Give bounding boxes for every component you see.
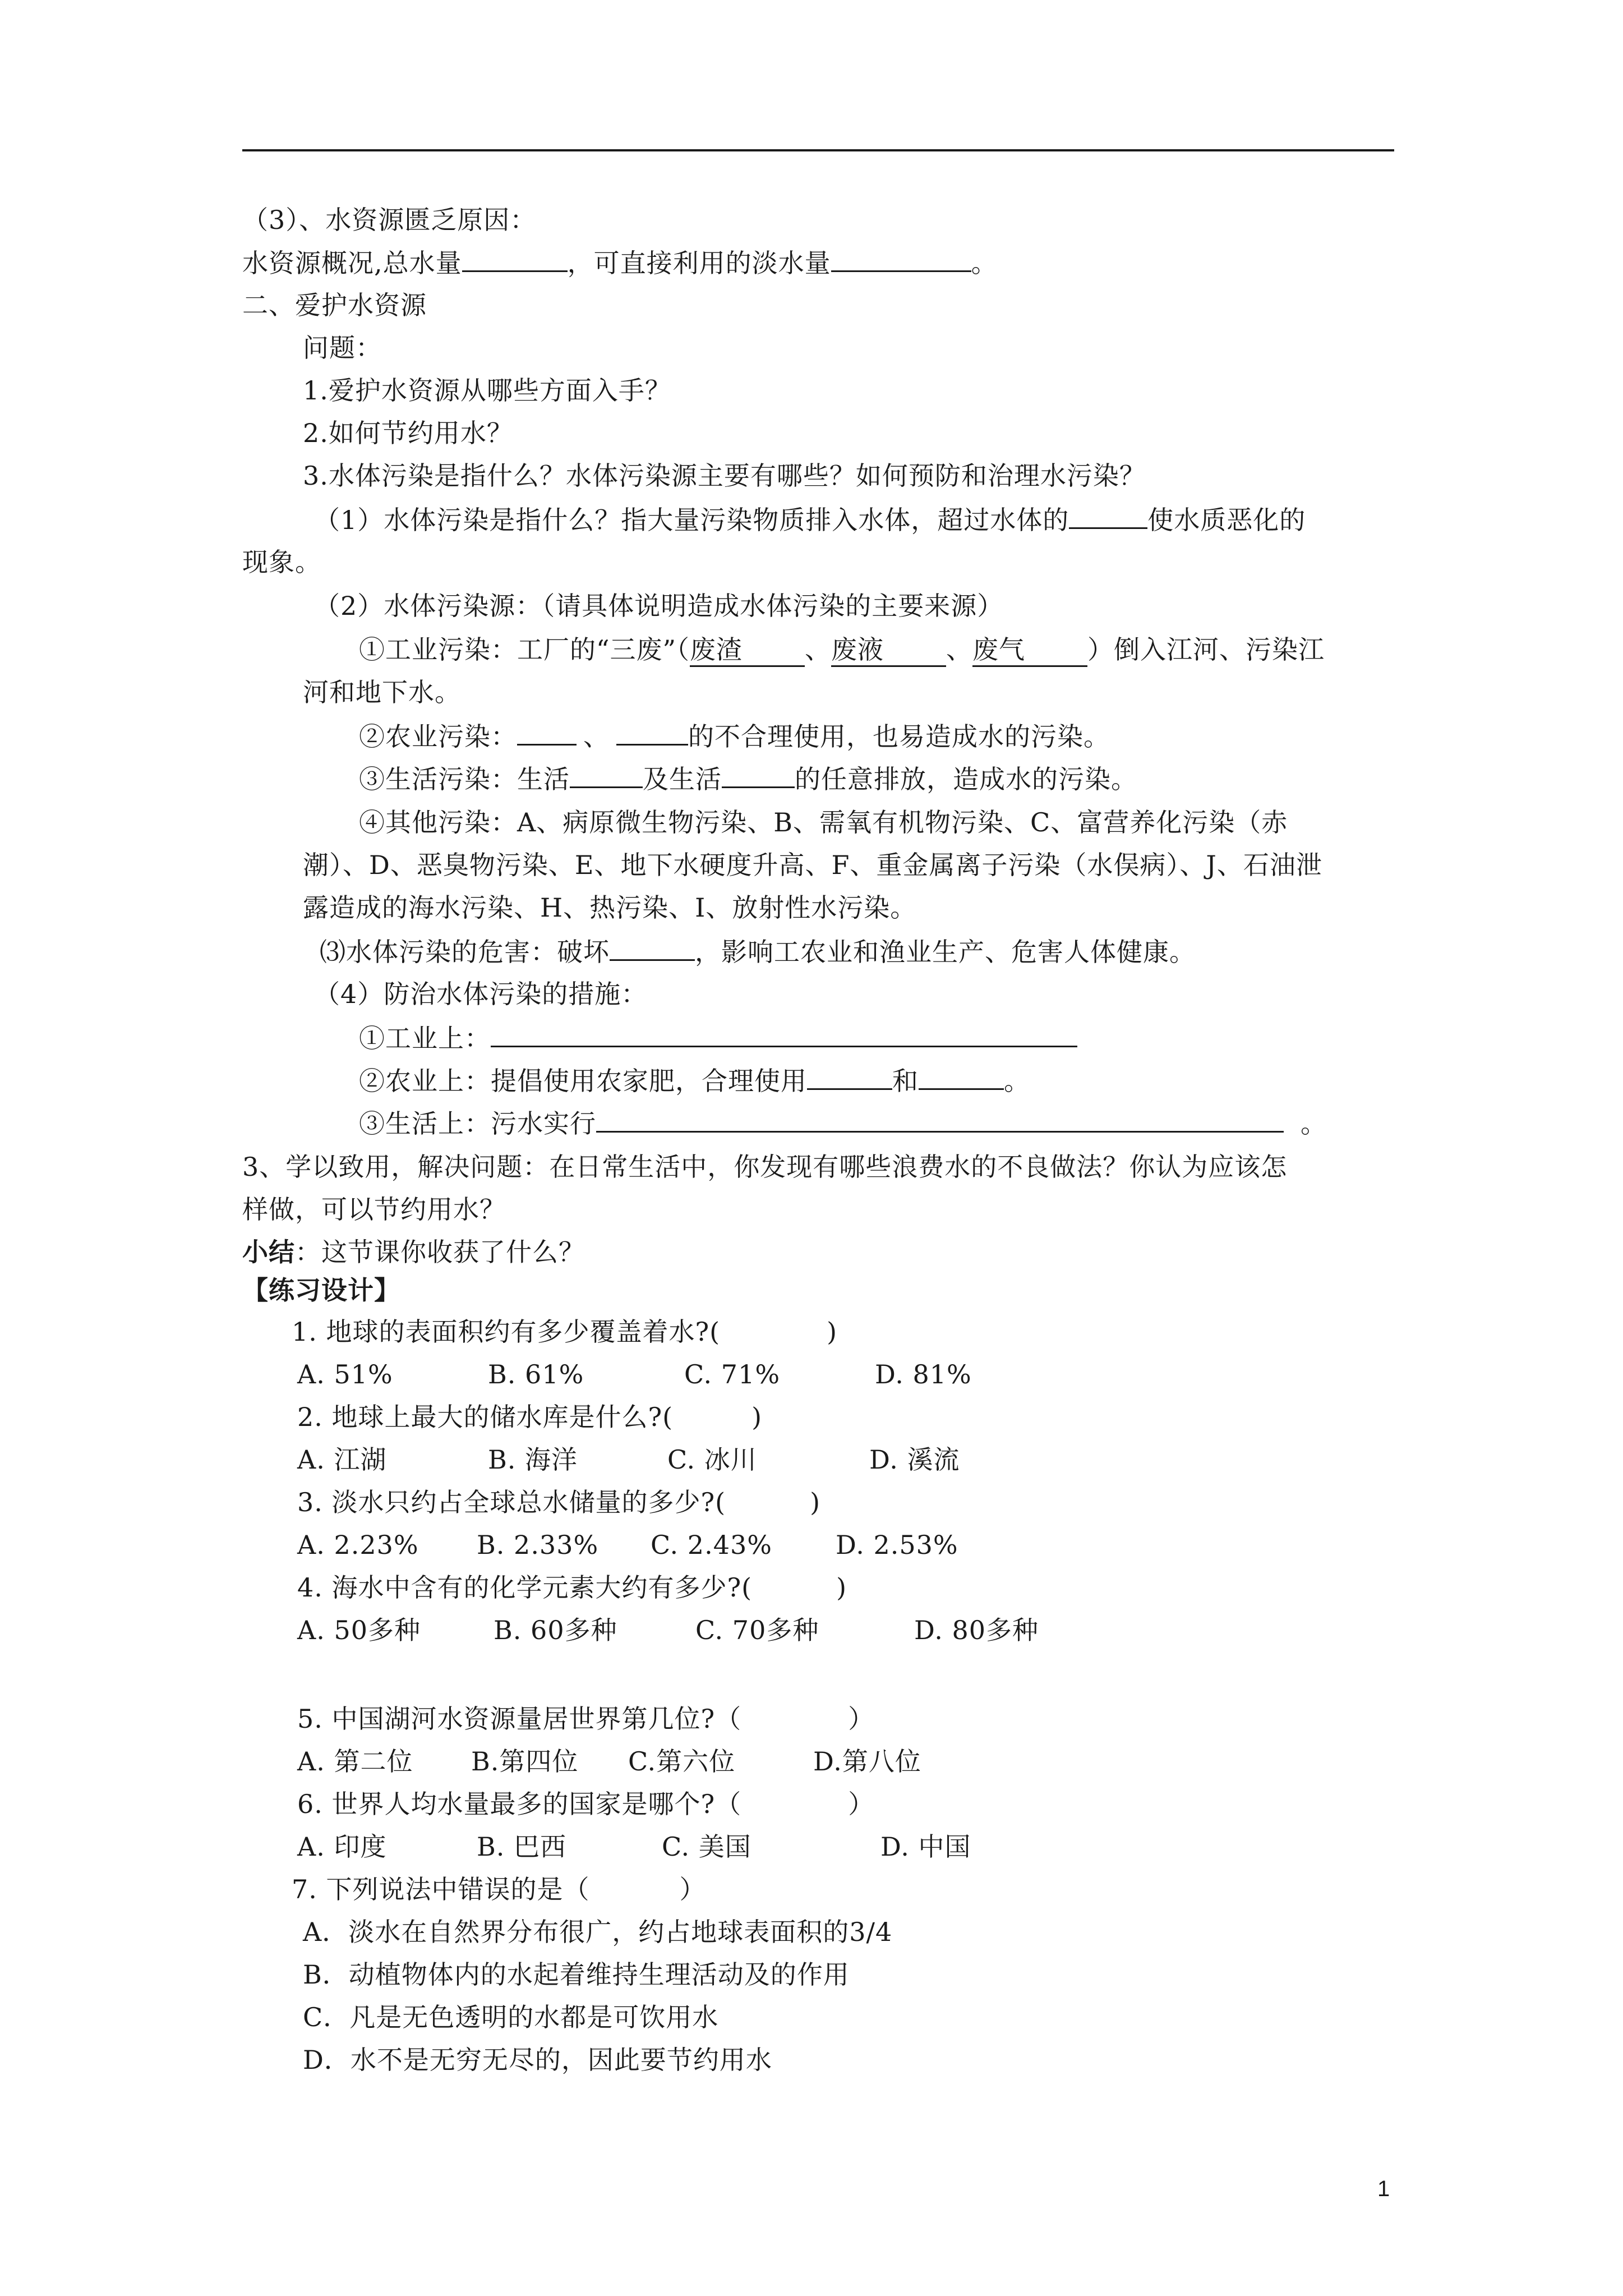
option-q2-b[interactable]: B. 海洋 xyxy=(488,1444,578,1475)
measures-agriculture: ②农业上：提倡使用农家肥，合理使用 和 。 xyxy=(359,1062,1030,1099)
practice-q2: 2. 地球上最大的储水库是什么?( ) xyxy=(297,1402,763,1432)
option-q4-a[interactable]: A. 50多种 xyxy=(297,1615,421,1645)
practice-q4: 4. 海水中含有的化学元素大约有多少?( ) xyxy=(297,1572,847,1603)
filled-waste-residue: 废渣 xyxy=(690,634,805,667)
option-q6-c[interactable]: C. 美国 xyxy=(662,1832,751,1862)
measures-industry: ①工业上： xyxy=(359,1020,1077,1056)
option-q1-a[interactable]: A. 51% xyxy=(297,1359,393,1389)
option-q5-c[interactable]: C.第六位 xyxy=(628,1746,736,1777)
practice-q4-options xyxy=(297,1612,1039,1648)
practice-q1-options xyxy=(297,1356,972,1392)
option-q3-a[interactable]: A. 2.23% xyxy=(297,1530,419,1560)
option-q2-a[interactable]: A. 江湖 xyxy=(297,1444,387,1475)
blank-domestic-garbage[interactable] xyxy=(722,761,795,788)
option-q4-d[interactable]: D. 80多种 xyxy=(914,1615,1039,1645)
question-1: 1.爱护水资源从哪些方面入手？ xyxy=(303,375,671,406)
blank-total-water[interactable] xyxy=(462,245,568,272)
option-q2-c[interactable]: C. 冰川 xyxy=(667,1444,757,1475)
questions-label: 问题： xyxy=(303,333,382,363)
apply-question-2: 样做，可以节约用水？ xyxy=(242,1194,506,1225)
scarcity-line: 水资源概况,总水量 ，可直接利用的淡水量 。 xyxy=(242,245,998,281)
blank-agri-fertilizer[interactable] xyxy=(919,1062,1004,1090)
blank-sewage-treatment[interactable] xyxy=(596,1105,1284,1133)
pollution-definition-cont: 现象。 xyxy=(242,547,321,577)
blank-ecosystem[interactable] xyxy=(610,933,695,961)
pollution-definition: （1）水体污染是指什么？指大量污染物质排入水体，超过水体的 使水质恶化的 xyxy=(314,501,1306,538)
apply-question-1: 3、学以致用，解决问题：在日常生活中，你发现有哪些浪费水的不良做法？你认为应该怎 xyxy=(242,1152,1288,1182)
option-q6-b[interactable]: B. 巴西 xyxy=(477,1832,567,1862)
practice-q6: 6. 世界人均水量最多的国家是哪个?（ ） xyxy=(297,1789,875,1819)
practice-heading: 【练习设计】 xyxy=(242,1275,400,1305)
option-q7-b[interactable]: B．动植物体内的水起着维持生理活动及的作用 xyxy=(303,1959,850,1990)
practice-q3: 3. 淡水只约占全球总水储量的多少?( ) xyxy=(297,1487,821,1517)
scarcity-heading: （3）、水资源匮乏原因： xyxy=(242,205,537,235)
question-2: 2.如何节约用水？ xyxy=(303,418,513,448)
filled-waste-liquid: 废液 xyxy=(831,634,946,667)
blank-self-purification[interactable] xyxy=(1069,501,1147,529)
option-q3-b[interactable]: B. 2.33% xyxy=(477,1530,599,1560)
option-q5-b[interactable]: B.第四位 xyxy=(471,1746,579,1777)
blank-pesticide[interactable] xyxy=(517,718,577,746)
option-q3-c[interactable]: C. 2.43% xyxy=(651,1530,772,1560)
industrial-pollution: ①工业污染：工厂的“三废”（废渣 、废液 、废气 ）倒入江河、污染江 xyxy=(359,632,1325,668)
other-pollution-1: ④其他污染：A、病原微生物污染、B、需氧有机物污染、C、富营养化污染（赤 xyxy=(359,807,1288,838)
option-q4-b[interactable]: B. 60多种 xyxy=(494,1615,617,1645)
option-q5-a[interactable]: A. 第二位 xyxy=(297,1746,413,1777)
page-number: 1 xyxy=(1377,2177,1390,2201)
option-q3-d[interactable]: D. 2.53% xyxy=(836,1530,958,1560)
other-pollution-2: 潮）、D、恶臭物污染、E、地下水硬度升高、F、重金属离子污染（水俣病）、J、石油泄 xyxy=(303,850,1322,880)
blank-agri-pesticide[interactable] xyxy=(807,1062,892,1090)
measures-domestic: ③生活上：污水实行 。 xyxy=(359,1105,1327,1142)
option-q2-d[interactable]: D. 溪流 xyxy=(869,1444,960,1475)
practice-q2-options xyxy=(297,1442,960,1478)
pollution-sources-heading: （2）水体污染源：（请具体说明造成水体污染的主要来源） xyxy=(314,591,1004,621)
option-q1-d[interactable]: D. 81% xyxy=(875,1359,972,1389)
summary-label: 小结 xyxy=(242,1237,295,1267)
practice-q6-options xyxy=(297,1829,971,1865)
practice-q5: 5. 中国湖河水资源量居世界第几位?（ ） xyxy=(297,1704,875,1734)
blank-industry-measure[interactable] xyxy=(491,1020,1077,1047)
blank-domestic-sewage[interactable] xyxy=(570,761,643,788)
question-3: 3.水体污染是指什么？水体污染源主要有哪些？如何预防和治理水污染？ xyxy=(303,461,1146,491)
option-q6-a[interactable]: A. 印度 xyxy=(297,1832,387,1862)
measures-heading: （4）防治水体污染的措施： xyxy=(314,979,648,1009)
other-pollution-3: 露造成的海水污染、H、热污染、I、放射性水污染。 xyxy=(303,892,917,923)
industrial-pollution-cont: 河和地下水。 xyxy=(303,677,461,707)
blank-fertilizer[interactable] xyxy=(616,718,688,746)
domestic-pollution: ③生活污染：生活 及生活 的任意排放，造成水的污染。 xyxy=(359,761,1137,797)
practice-q3-options xyxy=(297,1527,958,1563)
agricultural-pollution: ②农业污染： 、 的不合理使用，也易造成水的污染。 xyxy=(359,718,1110,754)
option-q1-c[interactable]: C. 71% xyxy=(684,1359,781,1389)
option-q7-a[interactable]: A．淡水在自然界分布很广，约占地球表面积的3/4 xyxy=(303,1917,893,1947)
option-q6-d[interactable]: D. 中国 xyxy=(880,1832,971,1862)
option-q5-d[interactable]: D.第八位 xyxy=(813,1746,921,1777)
option-q1-b[interactable]: B. 61% xyxy=(488,1359,584,1389)
option-q7-d[interactable]: D．水不是无穷无尽的，因此要节约用水 xyxy=(303,2045,772,2075)
section-heading: 二、爱护水资源 xyxy=(242,290,427,320)
practice-q1: 1. 地球的表面积约有多少覆盖着水?( ) xyxy=(292,1317,838,1347)
filled-waste-gas: 废气 xyxy=(972,634,1087,667)
option-q7-c[interactable]: C．凡是无色透明的水都是可饮用水 xyxy=(303,2002,719,2032)
pollution-harm: ⑶水体污染的危害：破坏 ，影响工农业和渔业生产、危害人体健康。 xyxy=(320,933,1196,970)
practice-q5-options xyxy=(297,1743,921,1779)
option-q4-c[interactable]: C. 70多种 xyxy=(695,1615,819,1645)
practice-q7: 7. 下列说法中错误的是（ ） xyxy=(292,1874,706,1904)
blank-usable-freshwater[interactable] xyxy=(831,245,971,272)
header-rule xyxy=(242,149,1394,151)
summary: 小结：这节课你收获了什么？ xyxy=(242,1237,585,1267)
